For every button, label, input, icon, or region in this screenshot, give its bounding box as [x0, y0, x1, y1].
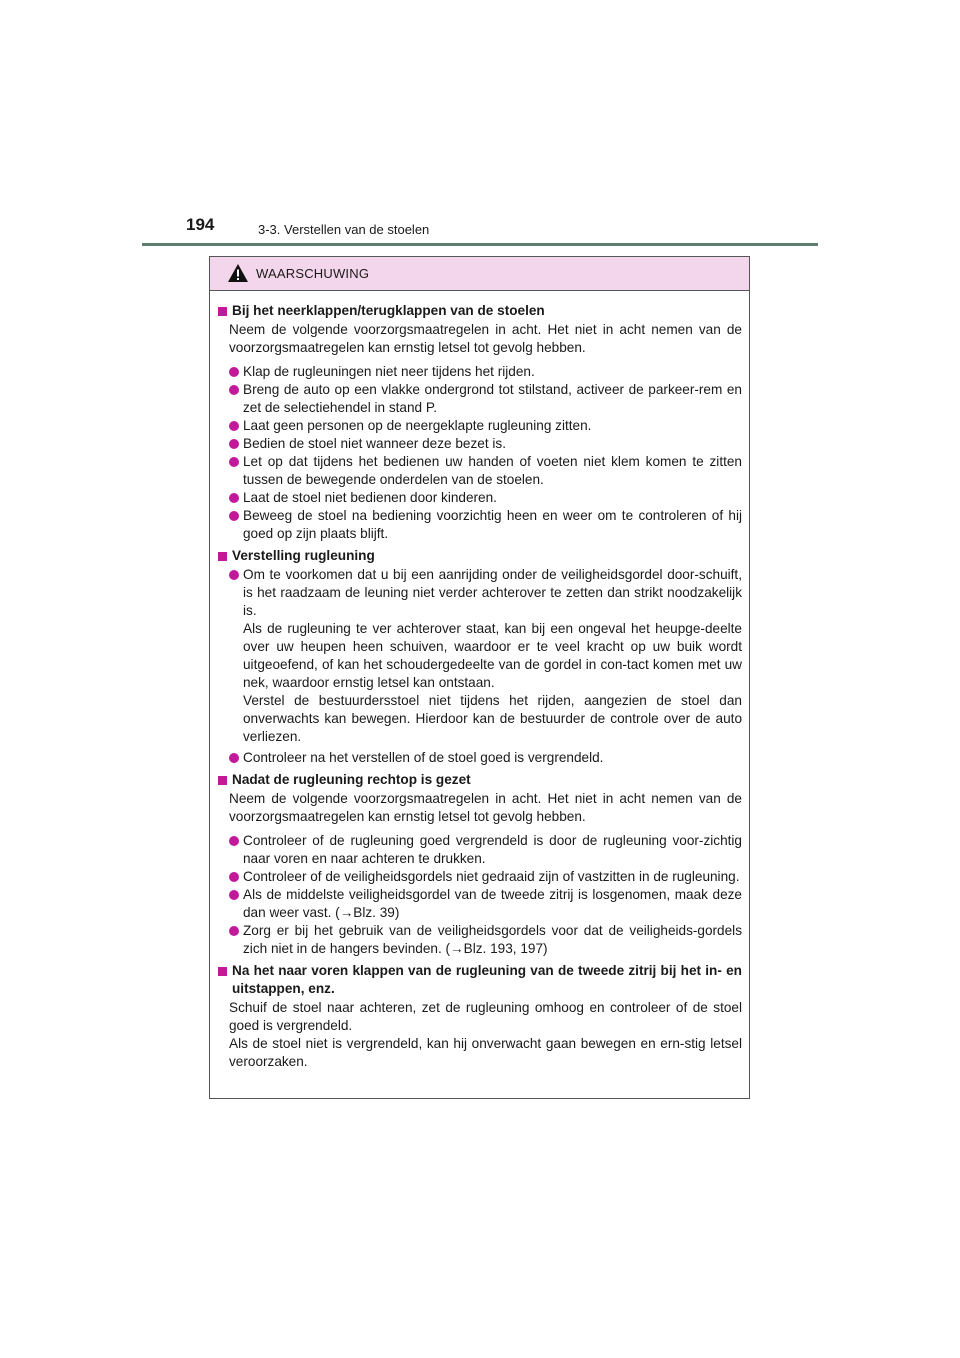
list-item: Om te voorkomen dat u bij een aanrijding onder de veiligheidsgordel door-schuift, is het raadzaam de leuning niet verder achterover te zetten dan strikt noodzakelijk is. Als de rugleuning te ver achterover staat, kan bij een ongeval het heupge-deelte over uw heupen heen schuiven, waardoor er te veel kracht op uw buik wordt uitgeoefend, of kan het schoudergedeelte van de gordel in con-tact komen met uw nek, waardoor ernstig letsel kan ontstaan. Verstel de bestuurdersstoel niet tijdens het rijden, aangezien de stoel dan onverwachts kan bewegen. Hierdoor kan de bestuurder de controle over de auto verliezen. — [216, 566, 742, 746]
bullet-icon — [229, 385, 239, 395]
section-paragraph: Schuif de stoel naar achteren, zet de rugleuning omhoog en controleer of de stoel goed is vergrendeld. Als de stoel niet is vergrendeld, kan hij onverwacht gaan bewegen en ern-stig letsel veroorzaken. — [229, 1000, 742, 1069]
square-bullet-icon — [218, 776, 227, 785]
square-bullet-icon — [218, 552, 227, 561]
bullet-icon — [229, 872, 239, 882]
bullet-icon — [229, 367, 239, 377]
warning-triangle-icon — [227, 263, 249, 283]
header-divider — [142, 243, 818, 246]
section-intro: Neem de volgende voorzorgsmaatregelen in acht. Het niet in acht nemen van de voorzorgsmaatregelen kan ernstig letsel tot gevolg hebben. — [229, 791, 742, 824]
warning-body — [210, 291, 749, 1071]
list-item: Breng de auto op een vlakke ondergrond tot stilstand, activeer de parkeer-rem en zet de selectiehendel in stand P. — [216, 381, 742, 417]
warning-header — [210, 257, 749, 291]
bullet-icon — [229, 753, 239, 763]
warning-title: WAARSCHUWING — [256, 266, 370, 281]
list-item: Controleer of de rugleuning goed vergrendeld is door de rugleuning voor-zichtig naar voren en naar achteren te drukken. — [216, 832, 742, 868]
section-heading: Bij het neerklappen/terugklappen van de stoelen — [216, 302, 742, 320]
warning-box — [209, 256, 750, 1099]
square-bullet-icon — [218, 967, 227, 976]
bullet-icon — [229, 890, 239, 900]
bullet-icon — [229, 421, 239, 431]
list-item: Als de middelste veiligheidsgordel van de tweede zitrij is losgenomen, maak deze dan weer vast. (→Blz. 39) — [216, 886, 742, 922]
bullet-icon — [229, 836, 239, 846]
page-number: 194 — [186, 215, 215, 234]
list-item: Let op dat tijdens het bedienen uw handen of voeten niet klem komen te zitten tussen de bewegende onderdelen van de stoelen. — [216, 453, 742, 489]
section-heading: Nadat de rugleuning rechtop is gezet — [216, 771, 742, 789]
list-item: Controleer na het verstellen of de stoel goed is vergrendeld. — [216, 749, 742, 767]
section-intro: Neem de volgende voorzorgsmaatregelen in acht. Het niet in acht nemen van de voorzorgsmaatregelen kan ernstig letsel tot gevolg hebben. — [229, 322, 742, 355]
list-item: Zorg er bij het gebruik van de veiligheidsgordels voor dat de veiligheids-gordels zich niet in de hangers bevinden. (→Blz. 193, 197) — [216, 922, 742, 958]
list-item: Laat geen personen op de neergeklapte rugleuning zitten. — [216, 417, 742, 435]
section-heading: Verstelling rugleuning — [216, 547, 742, 565]
square-bullet-icon — [218, 307, 227, 316]
list-item: Klap de rugleuningen niet neer tijdens het rijden. — [216, 363, 742, 381]
list-item: Controleer of de veiligheidsgordels niet gedraaid zijn of vastzitten in de rugleuning. — [216, 868, 742, 886]
list-item: Laat de stoel niet bedienen door kinderen. — [216, 489, 742, 507]
section-title: 3-3. Verstellen van de stoelen — [258, 222, 430, 237]
bullet-icon — [229, 439, 239, 449]
bullet-icon — [229, 457, 239, 467]
bullet-icon — [229, 570, 239, 580]
list-item: Bedien de stoel niet wanneer deze bezet is. — [216, 435, 742, 453]
section-heading: Na het naar voren klappen van de rugleuning van de tweede zitrij bij het in- en uitstappen, enz. — [216, 962, 742, 998]
bullet-icon — [229, 511, 239, 521]
bullet-icon — [229, 493, 239, 503]
bullet-icon — [229, 926, 239, 936]
list-item: Beweeg de stoel na bediening voorzichtig heen en weer om te controleren of hij goed op zijn plaats blijft. — [216, 507, 742, 543]
